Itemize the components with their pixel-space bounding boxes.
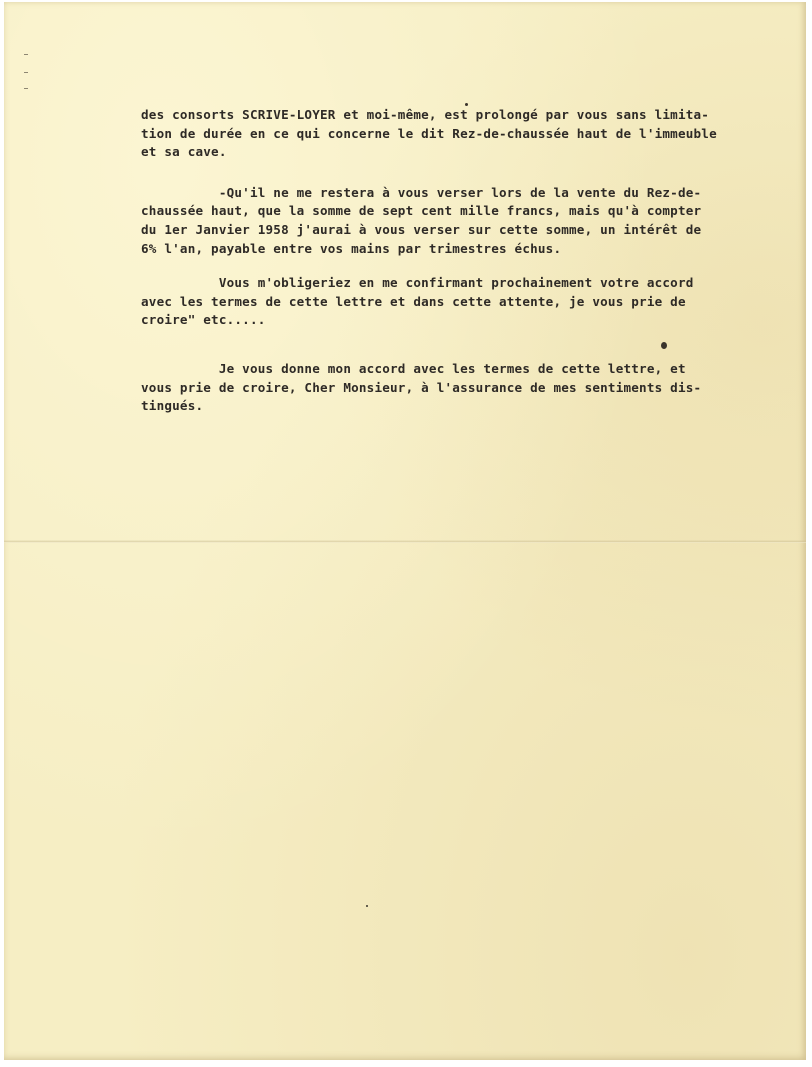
- text-line: des consorts SCRIVE-LOYER et moi-même, est prolongé par vous sans limita-: [141, 107, 710, 122]
- text-line: chaussée haut, que la somme de sept cent mille francs, mais qu'à compter: [141, 203, 702, 219]
- text-line: -Qu'il ne me restera à vous verser lors de la vente du Rez-de-: [141, 184, 702, 200]
- paragraph-lease-extension: [141, 106, 791, 162]
- text-line: vous prie de croire, Cher Monsieur, à l'assurance de mes sentiments dis-: [141, 379, 702, 395]
- text-line: du 1er Janvier 1958 j'aurai à vous verser sur cette somme, un intérêt de: [141, 221, 702, 237]
- margin-mark: [24, 54, 28, 55]
- letter-page: [4, 2, 806, 1060]
- text-line: tion de durée en ce qui concerne le dit Rez-de-chaussée haut de l'immeuble: [141, 125, 717, 141]
- paragraph-payment-terms: [141, 184, 791, 258]
- paragraph-agreement: [141, 360, 791, 416]
- margin-mark: [24, 88, 28, 89]
- text-line: croire" etc.....: [141, 312, 266, 328]
- text-line: Je vous donne mon accord avec les termes de cette lettre, et: [141, 360, 686, 376]
- text-line: 6% l'an, payable entre vos mains par trimestres échus.: [141, 240, 562, 256]
- ink-speck: [366, 905, 368, 907]
- margin-mark: [24, 72, 28, 73]
- text-line: Vous m'obligeriez en me confirmant prochainement votre accord: [141, 275, 694, 291]
- text-line: et sa cave.: [141, 144, 227, 160]
- paper-fold-line: [4, 540, 806, 543]
- text-line: tingués.: [141, 398, 204, 414]
- letter-body: [141, 106, 791, 432]
- text-line: avec les termes de cette lettre et dans cette attente, je vous prie de: [141, 293, 686, 309]
- paragraph-confirmation-request: [141, 274, 791, 330]
